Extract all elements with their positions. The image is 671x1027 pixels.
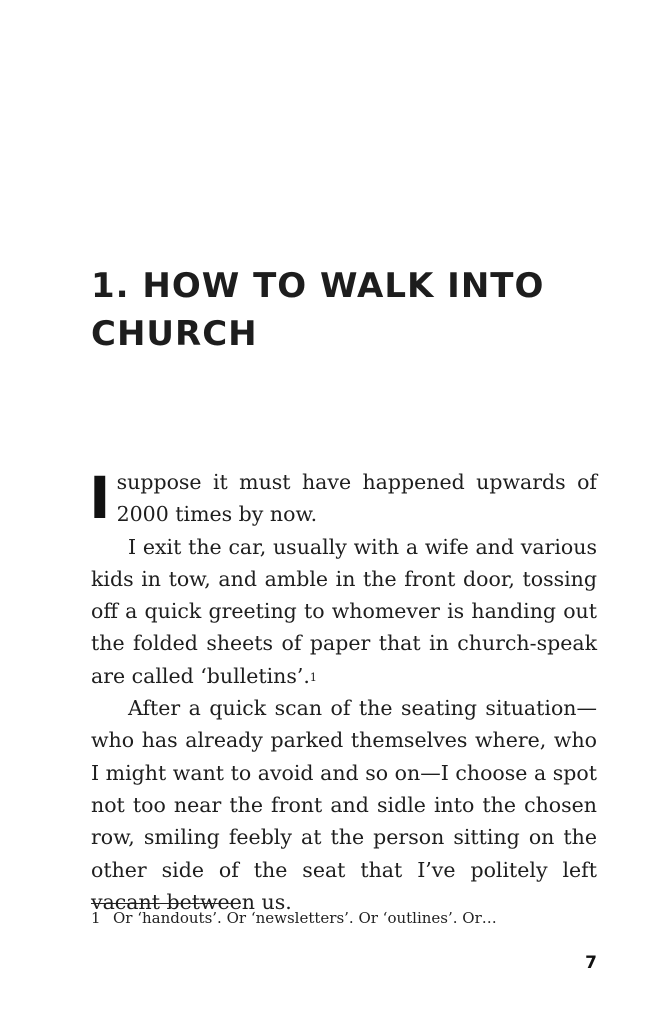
footnote <box>91 908 597 928</box>
chapter-body <box>91 466 597 918</box>
paragraph-1 <box>91 466 597 531</box>
paragraph-1-text: suppose it must have happened upwards of 2000 times by now. <box>116 470 597 527</box>
footnote-divider <box>91 903 241 904</box>
footnote-number: 1 <box>91 909 101 927</box>
paragraph-3 <box>91 692 597 918</box>
paragraph-2-text: I exit the car, usually with a wife and various kids in tow, and amble in the front door, tossing off a quick greeting to whomever is handing out the folded sheets of paper that in church-speak are called ‘bulletins’. <box>91 534 597 688</box>
paragraph-2 <box>91 531 597 692</box>
drop-cap: I <box>89 464 111 532</box>
paragraph-3-text: After a quick scan of the seating situation—who has already parked themselves where, who I might want to avoid and so on—I choose a spot not too near the front and sidle into the chosen row, smiling feebly at the person sitting on the other side of the seat that I’ve politely left vacant between us. <box>91 696 597 914</box>
footnote-text: Or ‘handouts’. Or ‘newsletters’. Or ‘outlines’. Or… <box>113 909 497 927</box>
page-number: 7 <box>585 953 597 973</box>
footnote-reference[interactable]: 1 <box>309 670 317 684</box>
chapter-title: 1. HOW TO WALK INTO CHURCH <box>91 266 545 354</box>
